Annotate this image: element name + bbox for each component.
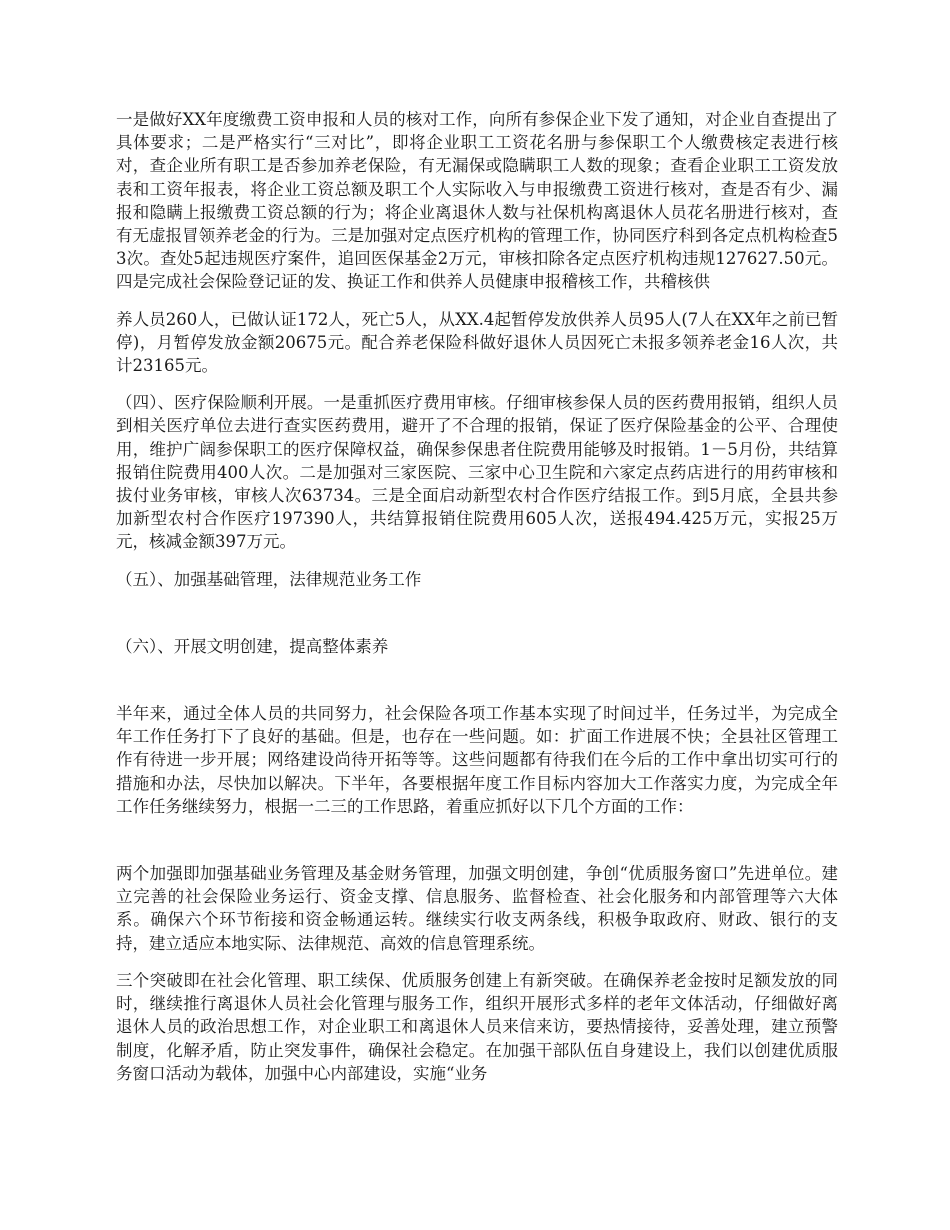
paragraph-2: 养人员260人，已做认证172人，死亡5人，从XX.4起暂停发放供养人员95人(7人在XX年之前已暂停)，月暂停发放金额20675元。配合养老保险科做好退休人员因死亡未报多领养老金16人次，共计23165元。 <box>116 309 838 376</box>
paragraph-three-breakthrough: 三个突破即在社会化管理、职工续保、优质服务创建上有新突破。在确保养老金按时足额发放的同时，继续推行离退休人员社会化管理与服务工作，组织开展形式多样的老年文体活动，仔细做好离退休人员的政治思想工作，对企业职工和离退休人员来信来访，要热情接待，妥善处理，建立预警制度，化解矛盾，防止突发事件，确保社会稳定。在加强干部队伍自身建设上，我们以创建优质服务窗口活动为载体，加强中心内部建设，实施“业务 <box>116 970 838 1083</box>
paragraph-3: （四）、医疗保险顺利开展。一是重抓医疗费用审核。仔细审核参保人员的医药费用报销，组织人员到相关医疗单位去进行查实医药费用，避开了不合理的报销，保证了医疗保险基金的公平、合理使用，维护广阔参保职工的医疗保障权益，确保参保患者住院费用能够及时报销。1－5月份，共结算报销住院费用400人次。二是加强对三家医院、三家中心卫生院和六家定点药店进行的用药审核和拔付业务审核，审核人次63734。三是全面启动新型农村合作医疗结报工作。到5月底，全县共参加新型农村合作医疗197390人，共结算报销住院费用605人次，送报494.425万元，实报25万元，核减金额397万元。 <box>116 393 838 552</box>
paragraph-two-strengthen: 两个加强即加强基础业务管理及基金财务管理，加强文明创建，争创“优质服务窗口”先进单位。建立完善的社会保险业务运行、资金支撑、信息服务、监督检查、社会化服务和内部管理等六大体系。确保六个环节衔接和资金畅通运转。继续实行收支两条线，积极争取政府、财政、银行的支持，建立适应本地实际、法律规范、高效的信息管理系统。 <box>116 864 838 953</box>
paragraph-1: 一是做好XX年度缴费工资申报和人员的核对工作，向所有参保企业下发了通知，对企业自查提出了具体要求；二是严格实行“三对比”，即将企业职工工资花名册与参保职工个人缴费核定表进行核对，查企业所有职工是否参加养老保险，有无漏保或隐瞒职工人数的现象；查看企业职工工资发放表和工资年报表，将企业工资总额及职工个人实际收入与申报缴费工资进行核对，查是否有少、漏报和隐瞒上报缴费工资总额的行为；将企业离退休人数与社保机构离退休人员花名册进行核对，查有无虚报冒领养老金的行为。三是加强对定点医疗机构的管理工作，协同医疗科到各定点机构检查53次。查处5起违规医疗案件，追回医保基金2万元，审核扣除各定点医疗机构违规127627.50元。四是完成社会保险登记证的发、换证工作和供养人员健康申报稽核工作，共稽核供 <box>116 110 838 292</box>
paragraph-summary: 半年来，通过全体人员的共同努力，社会保险各项工作基本实现了时间过半，任务过半，为完成全年工作任务打下了良好的基础。但是，也存在一些问题。如：扩面工作进展不快；全县社区管理工作有待进一步开展；网络建设尚待开拓等等。这些问题都有待我们在今后的工作中拿出切实可行的措施和办法，尽快加以解决。下半年，各要根据年度工作目标内容加大工作落实力度，为完成全年工作任务继续努力，根据一二三的工作思路，着重应抓好以下几个方面的工作： <box>116 704 838 816</box>
section-heading-6: （六）、开展文明创建，提高整体素养 <box>116 636 389 656</box>
section-heading-5: （五）、加强基础管理，法律规范业务工作 <box>116 569 422 589</box>
document-body <box>116 108 838 1085</box>
